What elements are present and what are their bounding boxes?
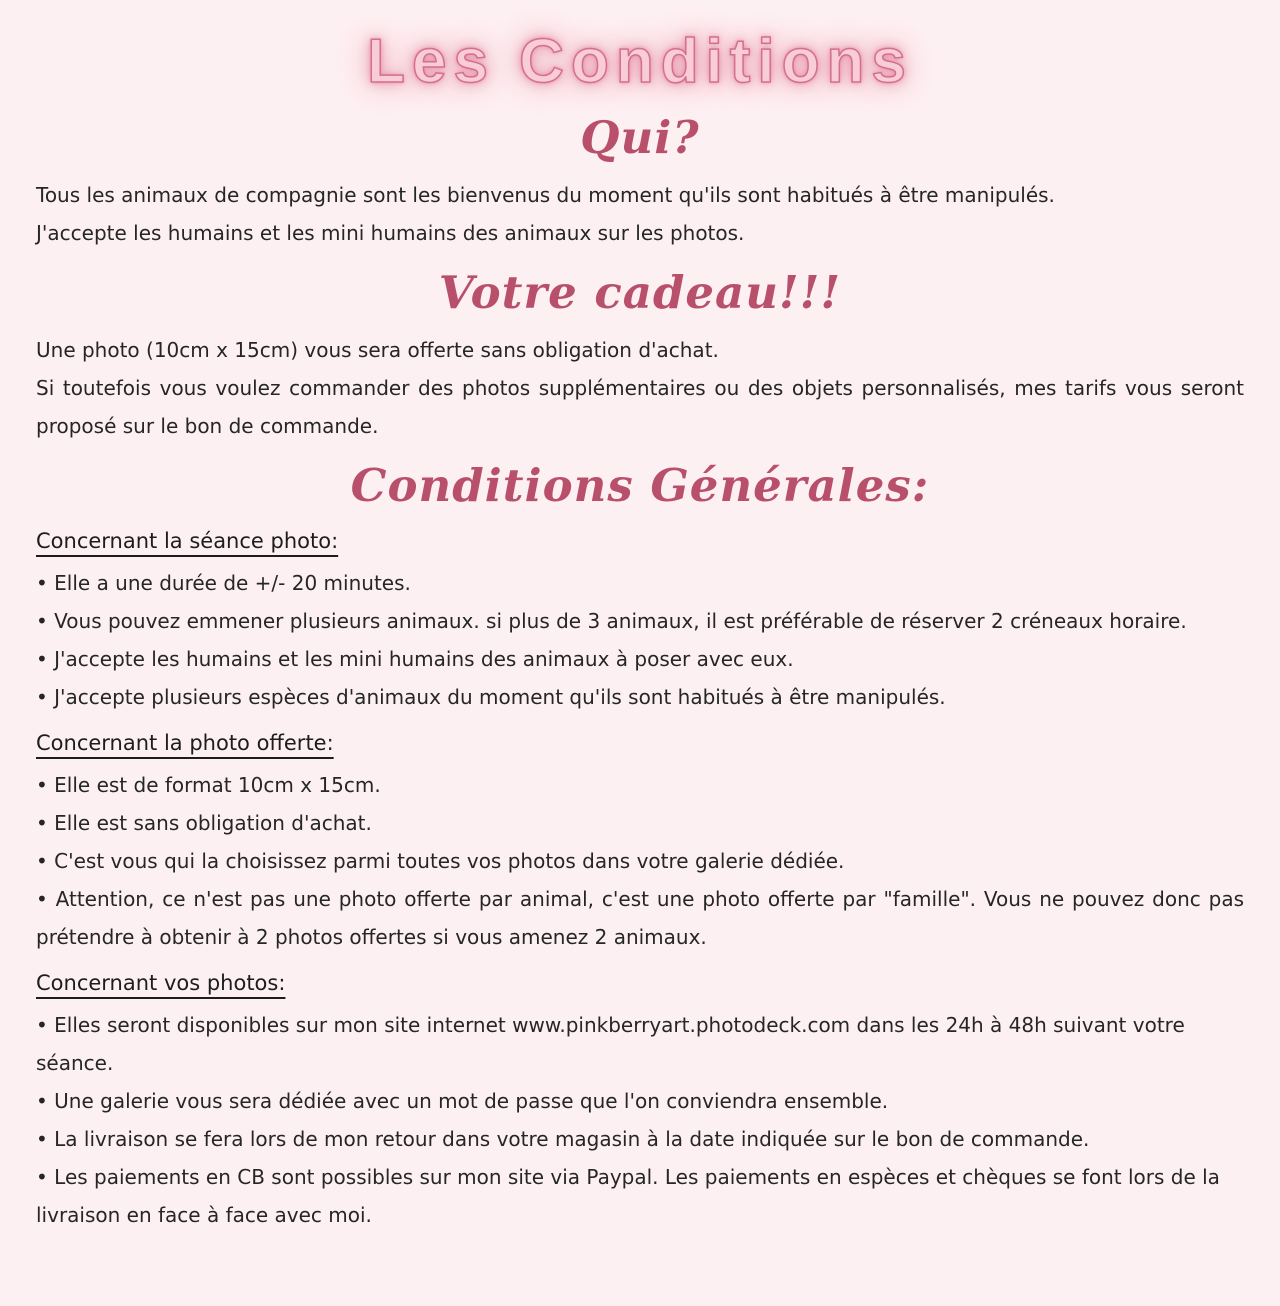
bullet-item: • Elle est de format 10cm x 15cm. xyxy=(36,766,1244,804)
section-heading-cadeau: Votre cadeau!!! xyxy=(438,266,842,319)
subheading-seance-photo: Concernant la séance photo: xyxy=(36,529,339,553)
bullet-item: • J'accepte les humains et les mini humains des animaux à poser avec eux. xyxy=(36,640,1244,678)
paragraph-humains-photos: J'accepte les humains et les mini humains des animaux sur les photos. xyxy=(36,221,745,245)
subsection-vos-photos xyxy=(36,966,1244,1234)
bullet-item: • Elles seront disponibles sur mon site internet www.pinkberryart.photodeck.com dans les 24h à 48h suivant votre séance. xyxy=(36,1006,1244,1082)
bullet-item: • Vous pouvez emmener plusieurs animaux. si plus de 3 animaux, il est préférable de réserver 2 créneaux horaire. xyxy=(36,602,1244,640)
bullet-item: • Elle a une durée de +/- 20 minutes. xyxy=(36,564,1244,602)
subheading-vos-photos: Concernant vos photos: xyxy=(36,971,286,995)
bullet-item: • La livraison se fera lors de mon retour dans votre magasin à la date indiquée sur le bon de commande. xyxy=(36,1120,1244,1158)
subsection-seance-photo xyxy=(36,524,1244,716)
paragraph-animaux-bienvenus: Tous les animaux de compagnie sont les bienvenus du moment qu'ils sont habitués à être manipulés. xyxy=(36,183,1055,207)
conditions-page xyxy=(0,26,1280,1306)
bullet-list-vos-photos xyxy=(36,1006,1244,1234)
bullet-item: • Une galerie vous sera dédiée avec un mot de passe que l'on conviendra ensemble. xyxy=(36,1082,1244,1120)
section-heading-qui: Qui? xyxy=(580,111,700,164)
bullet-item: • J'accepte plusieurs espèces d'animaux du moment qu'ils sont habitués à être manipulés. xyxy=(36,678,1244,716)
bullet-list-seance xyxy=(36,564,1244,716)
bullet-item: • Elle est sans obligation d'achat. xyxy=(36,804,1244,842)
page-title: Les Conditions xyxy=(367,27,913,96)
subsection-photo-offerte xyxy=(36,726,1244,956)
bullet-item: • Attention, ce n'est pas une photo offerte par animal, c'est une photo offerte par "famille". Vous ne pouvez donc pas prétendre à obtenir à 2 photos offertes si vous amenez 2 animaux. xyxy=(36,880,1244,956)
bullet-list-photo-offerte xyxy=(36,766,1244,956)
paragraph-tarifs: Si toutefois vous voulez commander des photos supplémentaires ou des objets personnalisés, mes tarifs vous seront proposé sur le bon de commande. xyxy=(36,376,1244,438)
bullet-item: • Les paiements en CB sont possibles sur mon site via Paypal. Les paiements en espèces et chèques se font lors de la livraison en face à face avec moi. xyxy=(36,1158,1244,1234)
subheading-photo-offerte: Concernant la photo offerte: xyxy=(36,731,334,755)
section-heading-conditions-generales: Conditions Générales: xyxy=(350,459,930,512)
bullet-item: • C'est vous qui la choisissez parmi toutes vos photos dans votre galerie dédiée. xyxy=(36,842,1244,880)
paragraph-photo-offerte: Une photo (10cm x 15cm) vous sera offerte sans obligation d'achat. xyxy=(36,338,719,362)
